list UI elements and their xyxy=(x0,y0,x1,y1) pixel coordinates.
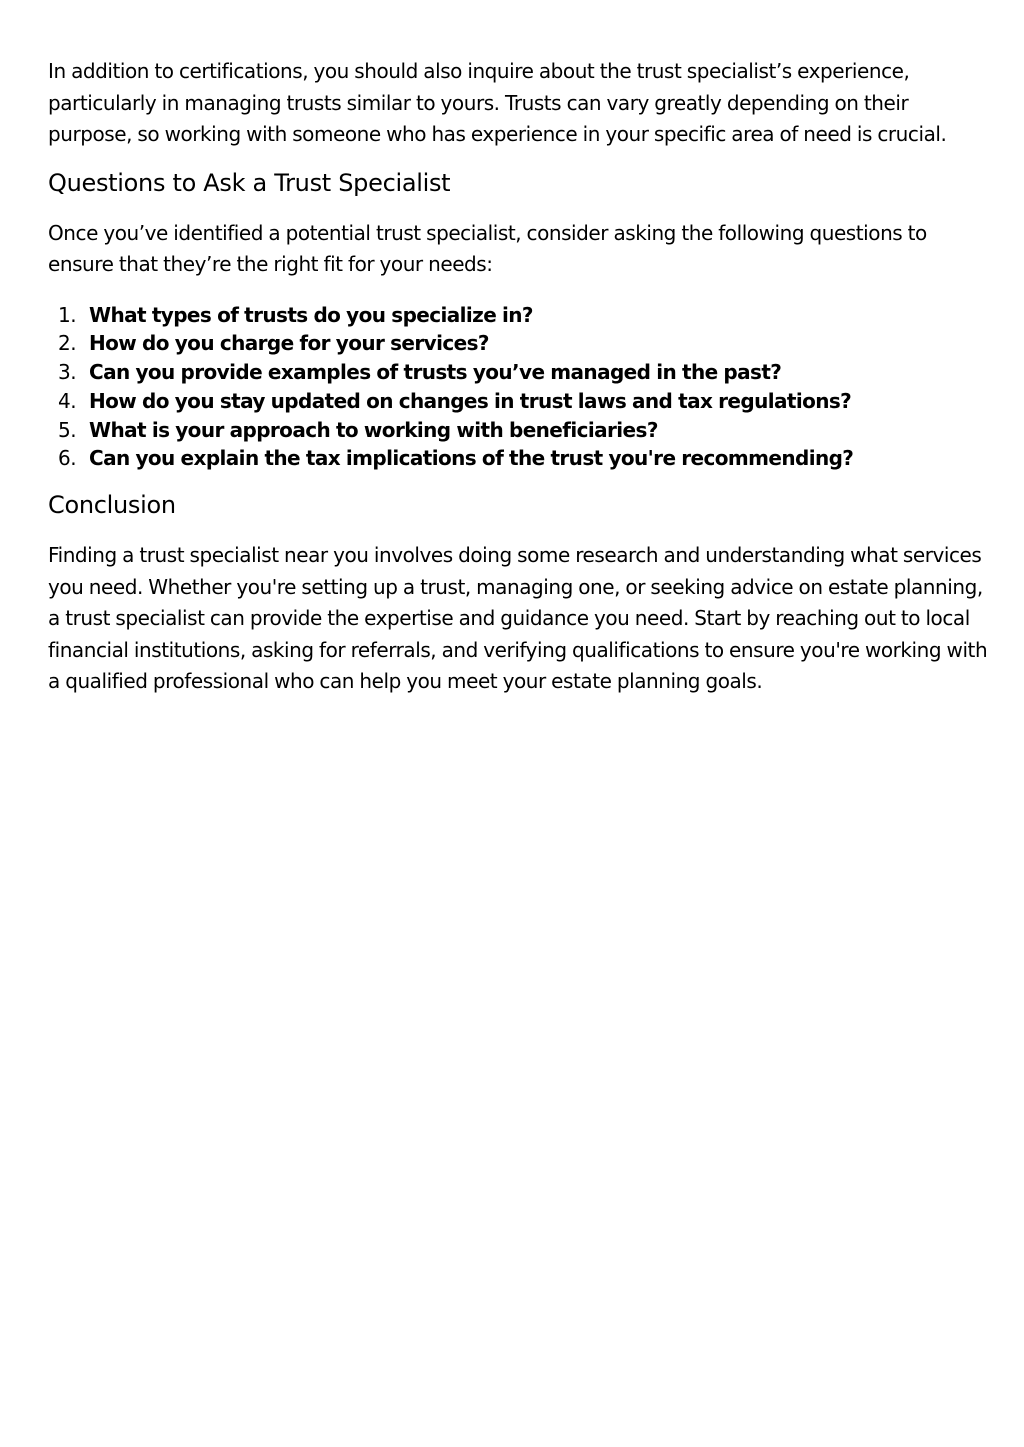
list-item-number: 6. xyxy=(58,446,77,471)
list-item-number: 1. xyxy=(58,302,77,327)
list-item-text: Can you explain the tax implications of the trust you're recommending? xyxy=(89,446,854,471)
questions-lead-paragraph: Once you’ve identified a potential trust specialist, consider asking the following questions to ensure that they’re the right fit for your needs: xyxy=(48,220,927,276)
list-item-text: How do you stay updated on changes in trust laws and tax regulations? xyxy=(89,388,852,413)
list-item xyxy=(48,444,988,473)
list-item xyxy=(48,301,988,330)
list-item-text: How do you charge for your services? xyxy=(89,331,489,356)
intro-paragraph: In addition to certifications, you should also inquire about the trust specialist’s experience, particularly in managing trusts similar to yours. Trusts can vary greatly depending on their purpose, so working with someone who has experience in your specific area of need is crucial. xyxy=(48,59,947,146)
list-item-number: 2. xyxy=(58,331,77,356)
list-item-text: Can you provide examples of trusts you’ve managed in the past? xyxy=(89,360,782,385)
conclusion-paragraph: Finding a trust specialist near you involves doing some research and understanding what services you need. Whether you're setting up a trust, managing one, or seeking advice on estate planning, a trust specialist can provide the expertise and guidance you need. Start by reaching out to local financial institutions, asking for referrals, and verifying qualifications to ensure you're working with a qualified professional who can help you meet your estate planning goals. xyxy=(48,543,988,694)
list-item-number: 4. xyxy=(58,388,77,413)
list-item xyxy=(48,416,988,445)
list-item xyxy=(48,358,988,387)
questions-heading: Questions to Ask a Trust Specialist xyxy=(48,168,451,197)
list-item-number: 5. xyxy=(58,417,77,442)
list-item-number: 3. xyxy=(58,360,77,385)
document-page xyxy=(48,56,988,698)
list-item-text: What types of trusts do you specialize in? xyxy=(89,302,533,327)
list-item xyxy=(48,329,988,358)
list-item xyxy=(48,387,988,416)
questions-list xyxy=(48,301,988,474)
list-item-text: What is your approach to working with beneficiaries? xyxy=(89,417,658,442)
conclusion-heading: Conclusion xyxy=(48,491,176,520)
